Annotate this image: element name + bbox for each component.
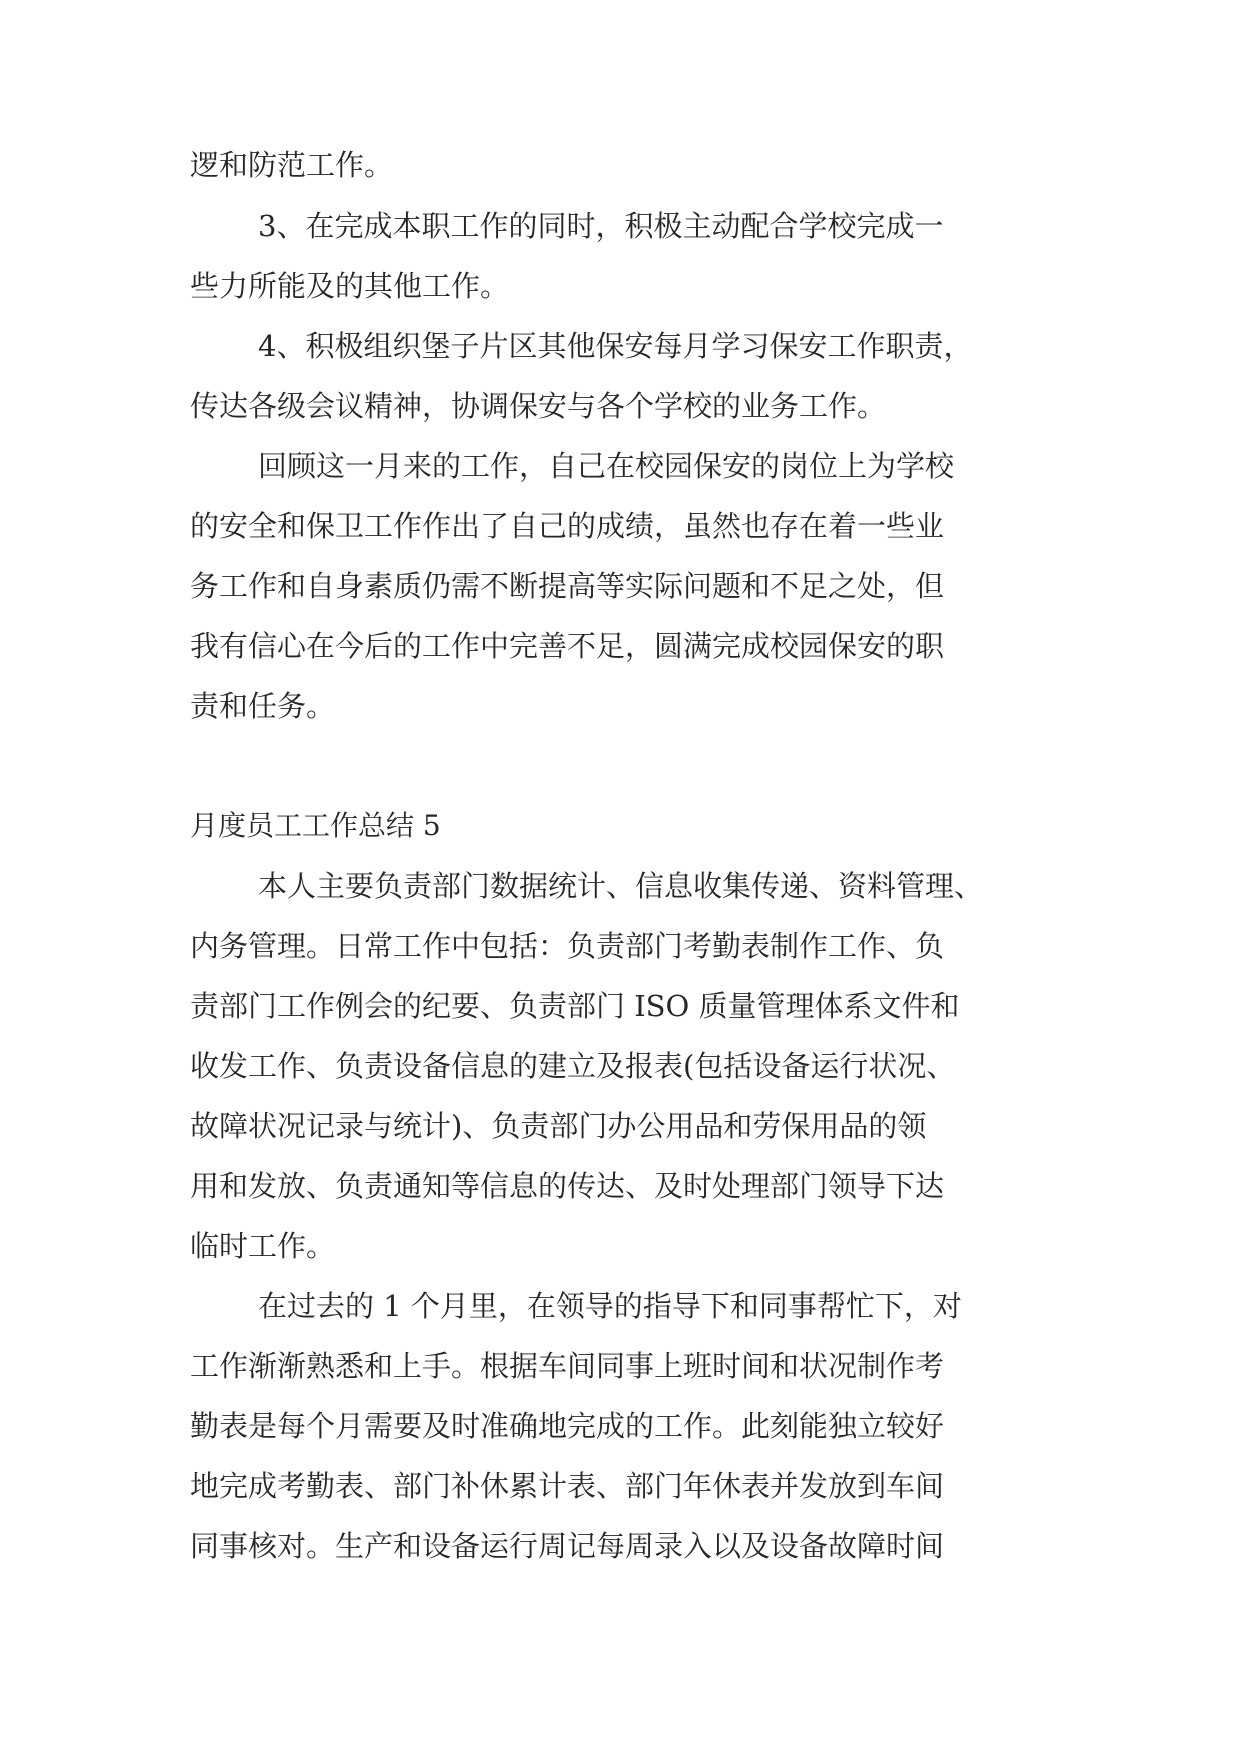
paragraph-line: 本人主要负责部门数据统计、信息收集传递、资料管理、 <box>258 869 984 903</box>
paragraph-line: 故障状况记录与统计)、负责部门办公用品和劳保用品的领 <box>190 1109 927 1143</box>
section-title: 月度员工工作总结 5 <box>190 809 441 842</box>
paragraph-line: 地完成考勤表、部门补休累计表、部门年休表并发放到车间 <box>190 1469 945 1503</box>
paragraph-line: 的安全和保卫工作作出了自己的成绩，虽然也存在着一些业 <box>190 509 945 543</box>
paragraph-line: 临时工作。 <box>190 1229 336 1263</box>
paragraph-line: 4、积极组织堡子片区其他保安每月学习保安工作职责， <box>258 329 973 363</box>
paragraph-line: 责和任务。 <box>190 689 336 723</box>
paragraph-line: 在过去的 1 个月里，在领导的指导下和同事帮忙下，对 <box>258 1289 962 1323</box>
paragraph-line: 3、在完成本职工作的同时，积极主动配合学校完成一 <box>258 209 944 243</box>
paragraph-line: 内务管理。日常工作中包括：负责部门考勤表制作工作、负 <box>190 929 945 963</box>
paragraph-line: 勤表是每个月需要及时准确地完成的工作。此刻能独立较好 <box>190 1409 945 1443</box>
paragraph-line: 些力所能及的其他工作。 <box>190 269 510 303</box>
paragraph-line: 责部门工作例会的纪要、负责部门 ISO 质量管理体系文件和 <box>190 989 960 1023</box>
paragraph-line: 工作渐渐熟悉和上手。根据车间同事上班时间和状况制作考 <box>190 1349 945 1383</box>
paragraph-line: 逻和防范工作。 <box>190 148 394 182</box>
paragraph-line: 我有信心在今后的工作中完善不足，圆满完成校园保安的职 <box>190 629 945 663</box>
paragraph-line: 传达各级会议精神，协调保安与各个学校的业务工作。 <box>190 389 887 423</box>
paragraph-line: 收发工作、负责设备信息的建立及报表(包括设备运行状况、 <box>190 1049 956 1083</box>
paragraph-line: 用和发放、负责通知等信息的传达、及时处理部门领导下达 <box>190 1169 945 1203</box>
paragraph-line: 同事核对。生产和设备运行周记每周录入以及设备故障时间 <box>190 1529 945 1563</box>
paragraph-line: 回顾这一月来的工作，自己在校园保安的岗位上为学校 <box>258 449 955 483</box>
paragraph-line: 务工作和自身素质仍需不断提高等实际问题和不足之处，但 <box>190 569 945 603</box>
